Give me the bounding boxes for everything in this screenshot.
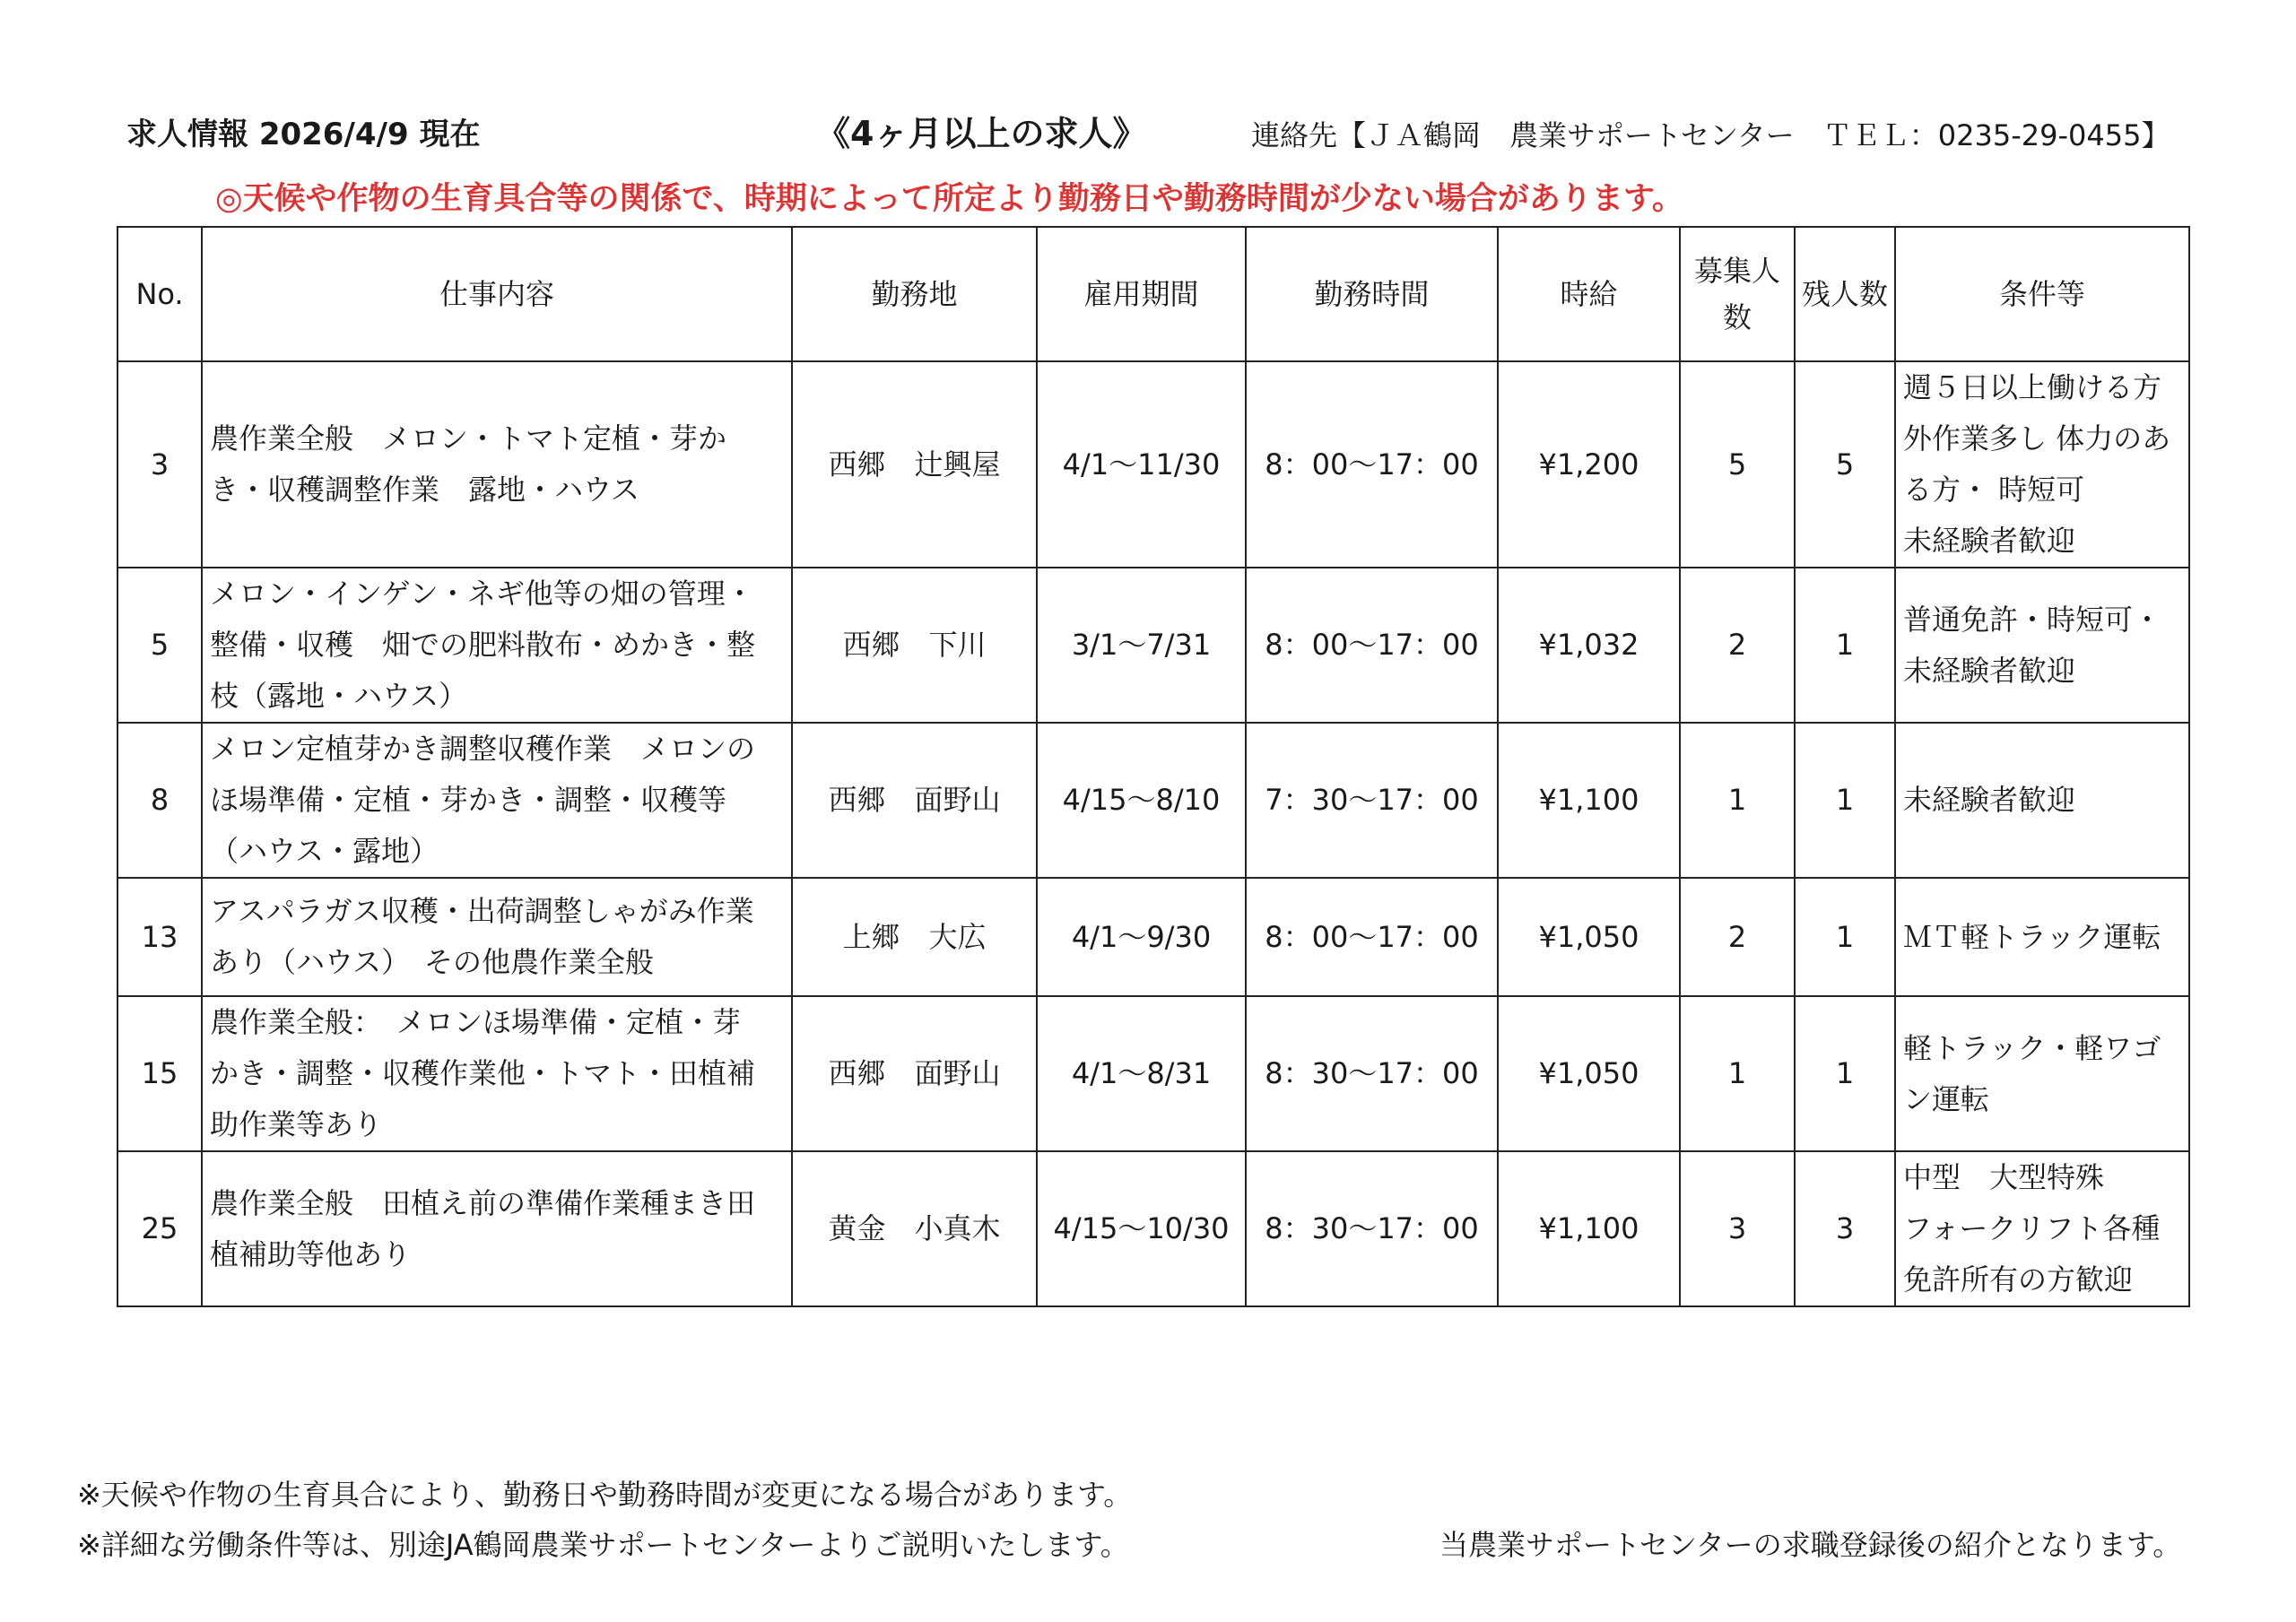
cell-work: 農作業全般 田植え前の準備作業種まき田 植補助等他あり — [202, 1151, 792, 1306]
job-table — [117, 226, 2190, 1307]
cell-period: 4/15～10/30 — [1037, 1151, 1246, 1306]
cell-remain: 5 — [1795, 361, 1895, 568]
cell-wage: ¥1,050 — [1498, 878, 1680, 996]
table-row — [117, 568, 2189, 723]
column-header-no: No. — [117, 227, 202, 361]
cell-wage: ¥1,200 — [1498, 361, 1680, 568]
cell-hours: 8：00～17：00 — [1246, 361, 1498, 568]
cell-remain: 1 — [1795, 996, 1895, 1151]
cell-no: 8 — [117, 723, 202, 878]
cell-no: 15 — [117, 996, 202, 1151]
cell-hours: 8：00～17：00 — [1246, 568, 1498, 723]
cell-remain: 3 — [1795, 1151, 1895, 1306]
table-row — [117, 361, 2189, 568]
column-header-period: 雇用期間 — [1037, 227, 1246, 361]
cell-wage: ¥1,032 — [1498, 568, 1680, 723]
column-header-recruit: 募集人 数 — [1680, 227, 1795, 361]
cell-conditions: 未経験者歓迎 — [1895, 723, 2189, 878]
notice-text: ◎天候や作物の生育具合等の関係で、時期によって所定より勤務日や勤務時間が少ない場合があります。 — [215, 181, 1684, 217]
footer-note-registration: 当農業サポートセンターの求職登録後の紹介となります。 — [1439, 1528, 2182, 1562]
cell-place: 西郷 下川 — [792, 568, 1037, 723]
cell-hours: 8：30～17：00 — [1246, 996, 1498, 1151]
cell-wage: ¥1,050 — [1498, 996, 1680, 1151]
cell-work: アスパラガス収穫・出荷調整しゃがみ作業 あり（ハウス） その他農作業全般 — [202, 878, 792, 996]
table-header-row — [117, 227, 2189, 361]
cell-recruit: 1 — [1680, 996, 1795, 1151]
cell-work: メロン定植芽かき調整収穫作業 メロンの ほ場準備・定植・芽かき・調整・収穫等 （ハウス・露地） — [202, 723, 792, 878]
column-header-place: 勤務地 — [792, 227, 1037, 361]
cell-recruit: 2 — [1680, 878, 1795, 996]
column-header-work: 仕事内容 — [202, 227, 792, 361]
cell-recruit: 2 — [1680, 568, 1795, 723]
footer-note-details: ※詳細な労働条件等は、別途JA鶴岡農業サポートセンターよりご説明いたします。 — [77, 1528, 1129, 1562]
cell-no: 3 — [117, 361, 202, 568]
cell-no: 13 — [117, 878, 202, 996]
cell-conditions: 週５日以上働ける方 外作業多し 体力のあ る方・ 時短可 未経験者歓迎 — [1895, 361, 2189, 568]
cell-remain: 1 — [1795, 878, 1895, 996]
cell-conditions: 普通免許・時短可・ 未経験者歓迎 — [1895, 568, 2189, 723]
column-header-hours: 勤務時間 — [1246, 227, 1498, 361]
cell-remain: 1 — [1795, 723, 1895, 878]
cell-period: 4/1～9/30 — [1037, 878, 1246, 996]
cell-no: 5 — [117, 568, 202, 723]
cell-conditions: 軽トラック・軽ワゴ ン運転 — [1895, 996, 2189, 1151]
cell-period: 3/1～7/31 — [1037, 568, 1246, 723]
cell-hours: 8：00～17：00 — [1246, 878, 1498, 996]
table-row — [117, 878, 2189, 996]
table-row — [117, 723, 2189, 878]
cell-recruit: 5 — [1680, 361, 1795, 568]
cell-period: 4/1～8/31 — [1037, 996, 1246, 1151]
table-row — [117, 1151, 2189, 1306]
column-header-conditions: 条件等 — [1895, 227, 2189, 361]
cell-period: 4/1～11/30 — [1037, 361, 1246, 568]
column-header-remain: 残人数 — [1795, 227, 1895, 361]
table-row — [117, 996, 2189, 1151]
cell-wage: ¥1,100 — [1498, 723, 1680, 878]
cell-wage: ¥1,100 — [1498, 1151, 1680, 1306]
cell-work: 農作業全般 メロン・トマト定植・芽か き・収穫調整作業 露地・ハウス — [202, 361, 792, 568]
cell-recruit: 1 — [1680, 723, 1795, 878]
cell-conditions: 中型 大型特殊 フォークリフト各種 免許所有の方歓迎 — [1895, 1151, 2189, 1306]
cell-conditions: ＭＴ軽トラック運転 — [1895, 878, 2189, 996]
cell-place: 西郷 面野山 — [792, 723, 1037, 878]
cell-work: 農作業全般： メロンほ場準備・定植・芽 かき・調整・収穫作業他・トマト・田植補 助作業等あり — [202, 996, 792, 1151]
section-title: 《4ヶ月以上の求人》 — [816, 114, 1147, 153]
cell-place: 上郷 大広 — [792, 878, 1037, 996]
column-header-wage: 時給 — [1498, 227, 1680, 361]
cell-place: 西郷 面野山 — [792, 996, 1037, 1151]
cell-recruit: 3 — [1680, 1151, 1795, 1306]
cell-place: 西郷 辻興屋 — [792, 361, 1037, 568]
cell-period: 4/15～8/10 — [1037, 723, 1246, 878]
cell-place: 黄金 小真木 — [792, 1151, 1037, 1306]
footer-note-weather: ※天候や作物の生育具合により、勤務日や勤務時間が変更になる場合があります。 — [77, 1478, 1133, 1512]
cell-work: メロン・インゲン・ネギ他等の畑の管理・ 整備・収穫 畑での肥料散布・めかき・整 枝（露地・ハウス） — [202, 568, 792, 723]
cell-hours: 7：30～17：00 — [1246, 723, 1498, 878]
cell-hours: 8：30～17：00 — [1246, 1151, 1498, 1306]
contact-info: 連絡先【ＪＡ鶴岡 農業サポートセンター ＴＥＬ：0235-29-0455】 — [1251, 118, 2170, 152]
cell-remain: 1 — [1795, 568, 1895, 723]
cell-no: 25 — [117, 1151, 202, 1306]
page-title: 求人情報 2026/4/9 現在 — [126, 117, 481, 152]
